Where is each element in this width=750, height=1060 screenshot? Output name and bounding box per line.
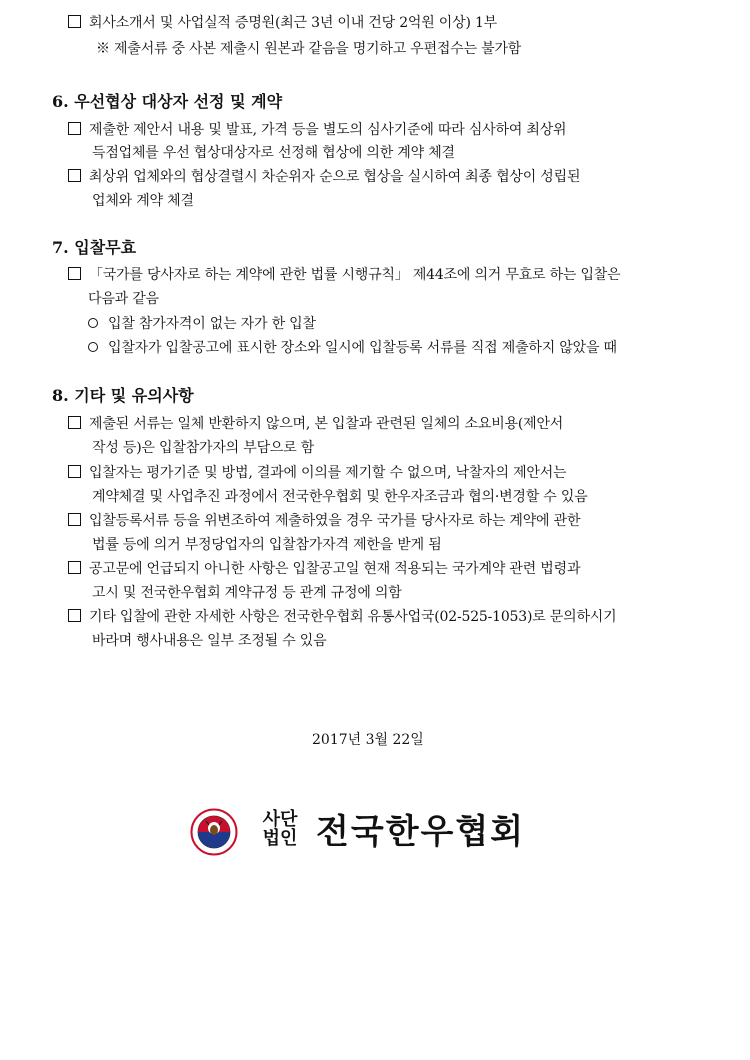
association-logo bbox=[190, 808, 550, 858]
checkbox-square-icon bbox=[68, 465, 81, 478]
item-text: 「국가를 당사자로 하는 계약에 관한 법률 시행규칙」 제44조에 의거 무효로 하는 입찰은 bbox=[89, 267, 621, 283]
sub-item-text: 입찰자가 입찰공고에 표시한 장소와 일시에 입찰등록 서류를 직접 제출하지 않았을 때 bbox=[108, 340, 617, 356]
list-item bbox=[68, 415, 563, 433]
list-item bbox=[68, 14, 497, 32]
checkbox-square-icon bbox=[68, 513, 81, 526]
document-date: 2017년 3월 22일 bbox=[312, 732, 424, 748]
section-heading: 6. 우선협상 대상자 선정 및 계약 bbox=[52, 92, 283, 111]
item-text: 공고문에 언급되지 아니한 사항은 입찰공고일 현재 적용되는 국가계약 관련 법령과 bbox=[89, 561, 581, 577]
sub-item-text: 입찰 참가자격이 없는 자가 한 입찰 bbox=[108, 316, 316, 332]
list-item bbox=[68, 464, 566, 482]
checkbox-square-icon bbox=[68, 169, 81, 182]
checkbox-square-icon bbox=[68, 267, 81, 280]
item-text: 회사소개서 및 사업실적 증명원(최근 3년 이내 건당 2억원 이상) 1부 bbox=[89, 15, 497, 31]
sub-item bbox=[88, 315, 316, 333]
list-item bbox=[68, 121, 566, 139]
circle-bullet-icon bbox=[88, 342, 98, 352]
circle-bullet-icon bbox=[88, 318, 98, 328]
item-text: 최상위 업체와의 협상결렬시 차순위자 순으로 협상을 실시하여 최종 협상이 성립된 bbox=[89, 169, 581, 185]
corporation-type bbox=[260, 810, 300, 848]
note-text: ※ 제출서류 중 사본 제출시 원본과 같음을 명기하고 우편접수는 불가함 bbox=[96, 41, 522, 57]
list-item bbox=[68, 560, 580, 578]
section-heading: 8. 기타 및 유의사항 bbox=[52, 386, 194, 405]
corp-line-2: 법인 bbox=[262, 828, 298, 849]
item-continuation: 업체와 계약 체결 bbox=[92, 193, 194, 209]
item-continuation: 계약체결 및 사업추진 과정에서 전국한우협회 및 한우자조금과 협의·변경할 수 있음 bbox=[92, 489, 588, 505]
item-text: 입찰자는 평가기준 및 방법, 결과에 이의를 제기할 수 없으며, 낙찰자의 제안서는 bbox=[89, 465, 567, 481]
item-text: 제출된 서류는 일체 반환하지 않으며, 본 입찰과 관련된 일체의 소요비용(제안서 bbox=[89, 416, 564, 432]
checkbox-square-icon bbox=[68, 416, 81, 429]
item-continuation: 바라며 행사내용은 일부 조정될 수 있음 bbox=[92, 633, 327, 649]
item-text: 입찰등록서류 등을 위변조하여 제출하였을 경우 국가를 당사자로 하는 계약에 관한 bbox=[89, 513, 581, 529]
item-continuation: 법률 등에 의거 부정당업자의 입찰참가자격 제한을 받게 됨 bbox=[92, 537, 442, 553]
item-continuation: 다음과 같음 bbox=[88, 291, 159, 307]
item-text: 제출한 제안서 내용 및 발표, 가격 등을 별도의 심사기준에 따라 심사하여 최상위 bbox=[89, 122, 567, 138]
item-text: 기타 입찰에 관한 자세한 사항은 전국한우협회 유통사업국(02-525-1053)로 문의하시기 bbox=[89, 609, 617, 625]
list-item bbox=[68, 512, 580, 530]
checkbox-square-icon bbox=[68, 122, 81, 135]
seal-icon bbox=[190, 808, 238, 856]
list-item bbox=[68, 266, 620, 284]
item-continuation: 작성 등)은 입찰참가자의 부담으로 함 bbox=[92, 440, 315, 456]
checkbox-square-icon bbox=[68, 15, 81, 28]
sub-item bbox=[88, 339, 617, 357]
checkbox-square-icon bbox=[68, 609, 81, 622]
item-continuation: 고시 및 전국한우협회 계약규정 등 관계 규정에 의함 bbox=[92, 585, 402, 601]
list-item bbox=[68, 608, 616, 626]
organization-name: 전국한우협회 bbox=[316, 812, 526, 852]
section-heading: 7. 입찰무효 bbox=[52, 238, 137, 257]
item-continuation: 득점업체를 우선 협상대상자로 선정해 협상에 의한 계약 체결 bbox=[92, 145, 455, 161]
corp-line-1: 사단 bbox=[262, 809, 298, 830]
list-item bbox=[68, 168, 580, 186]
checkbox-square-icon bbox=[68, 561, 81, 574]
